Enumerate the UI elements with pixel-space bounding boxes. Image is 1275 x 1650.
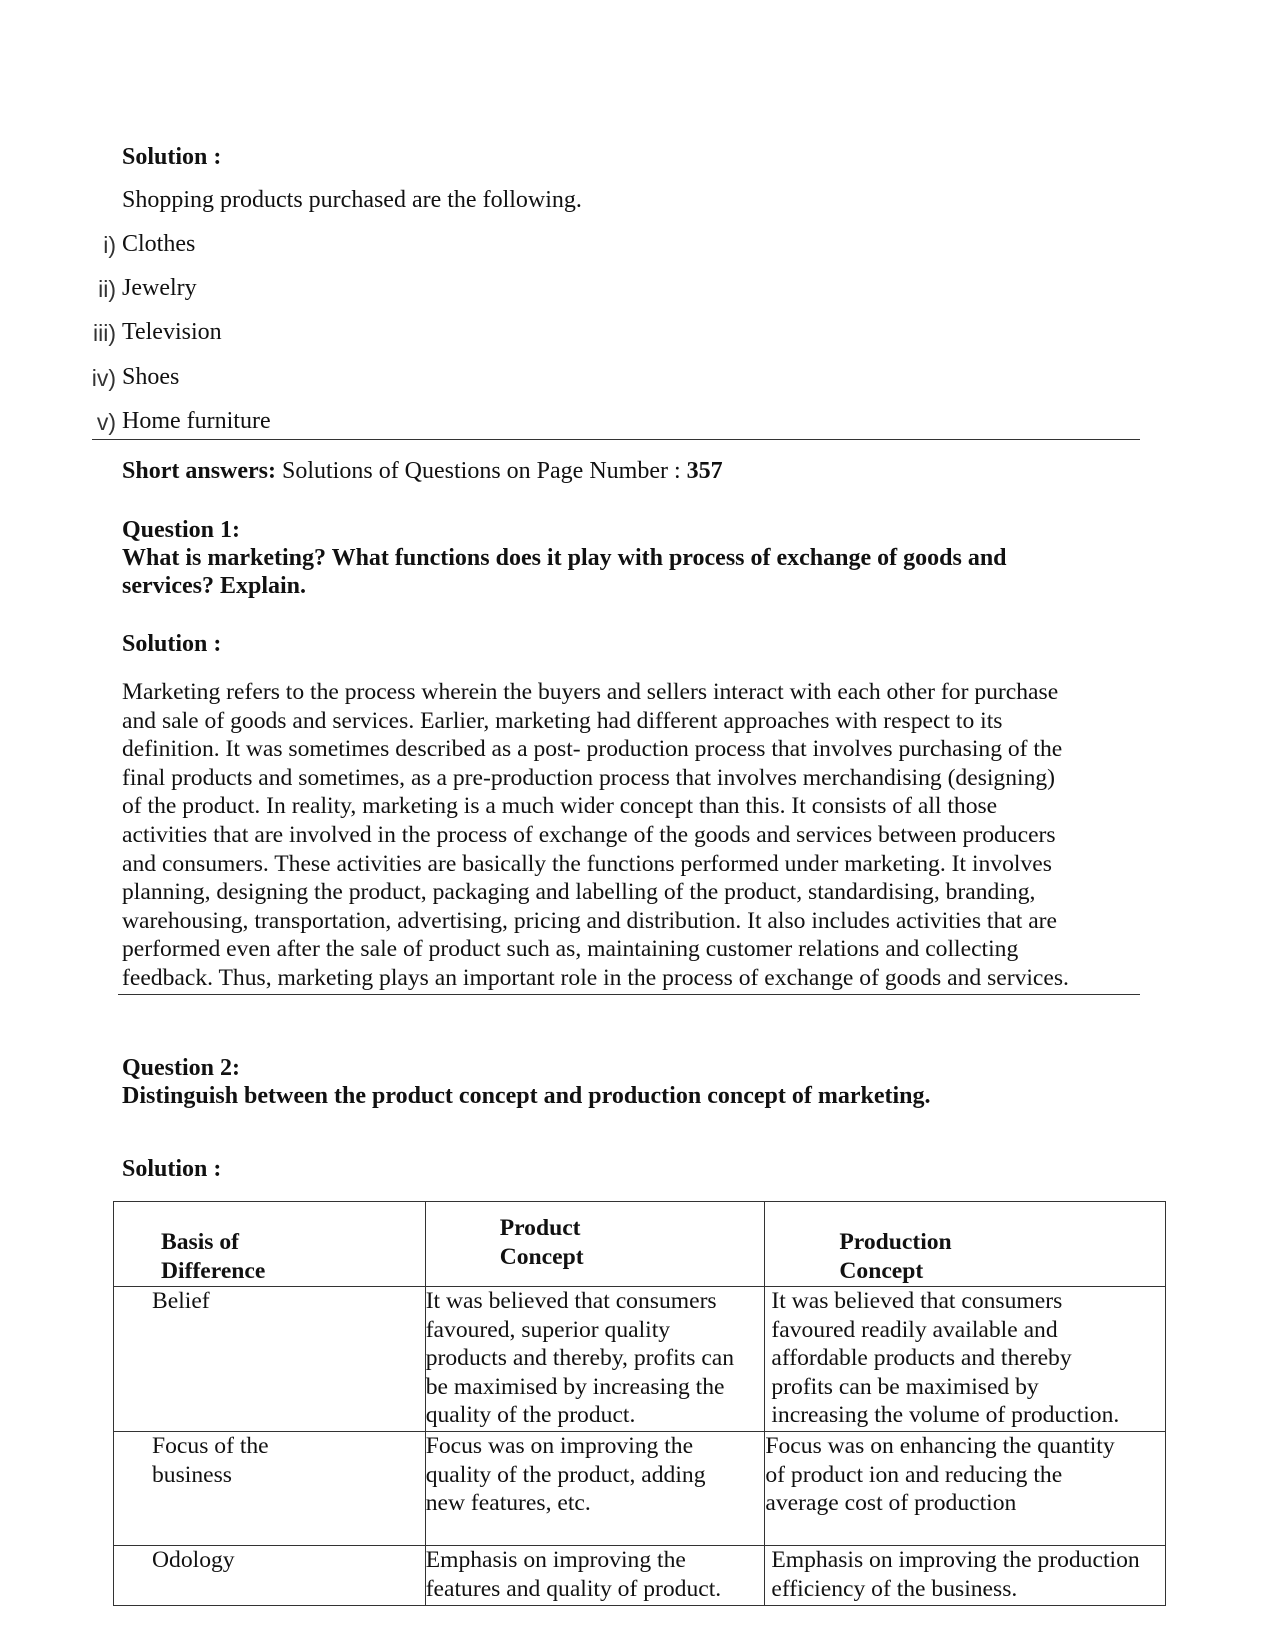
short-answers-text: Solutions of Questions on Page Number :	[276, 458, 687, 484]
answer-line: warehousing, transportation, advertising, pricing and distribution. It also includes activities that are	[122, 907, 1058, 934]
table-cell-production	[765, 1432, 1166, 1546]
list-item: Television	[122, 319, 222, 345]
cell-line: favoured readily available and	[771, 1316, 1058, 1343]
cell-line: Emphasis on improving the	[425, 1547, 686, 1573]
cell-line: business	[152, 1461, 232, 1488]
cell-line: quality of the product, adding	[425, 1461, 706, 1488]
cell-line: affordable products and thereby	[771, 1345, 1072, 1371]
answer-line: definition. It was sometimes described as a post- production process that involves purchasing of the	[122, 736, 1063, 763]
cell-line: favoured, superior quality	[425, 1316, 671, 1343]
question-2-solution-label: Solution :	[122, 1156, 222, 1182]
table-cell-production	[765, 1287, 1166, 1432]
header-text: Product	[499, 1215, 581, 1241]
cell-line: profits can be maximised by	[771, 1373, 1039, 1400]
list-item: Jewelry	[122, 275, 197, 301]
header-text: Difference	[161, 1257, 266, 1284]
list-item-number: i)	[103, 232, 116, 258]
header-text: Basis of	[161, 1229, 240, 1255]
question-1-text-line1: What is marketing? What functions does it play with process of exchange of goods and	[122, 545, 1007, 571]
cell-line: Emphasis on improving the production	[771, 1547, 1140, 1573]
question-1-solution-label: Solution :	[122, 631, 222, 657]
table-cell-basis	[114, 1546, 426, 1606]
list-item-number: iii)	[93, 320, 116, 346]
cell-line: be maximised by increasing the	[425, 1373, 725, 1400]
page-number: 357	[686, 458, 723, 484]
short-answers-heading	[122, 457, 723, 485]
cell-line: quality of the product.	[425, 1402, 636, 1428]
section-divider	[92, 439, 1140, 440]
answer-line: Marketing refers to the process wherein the buyers and sellers interact with each other for purchase	[122, 679, 1059, 705]
table-row	[114, 1287, 1166, 1432]
table-cell-product	[425, 1432, 765, 1546]
cell-line: of product ion and reducing the	[765, 1461, 1063, 1488]
list-item: Home furniture	[122, 408, 271, 434]
cell-line: Focus of the	[152, 1433, 269, 1459]
answer-line: planning, designing the product, packaging and labelling of the product, standardising, branding,	[122, 879, 1036, 906]
cell-line: average cost of production	[765, 1490, 1017, 1516]
question-1-answer	[122, 678, 1132, 993]
header-text: Concept	[499, 1243, 584, 1270]
header-product-concept	[425, 1202, 765, 1287]
cell-line: Odology	[152, 1547, 235, 1573]
cell-line: It was believed that consumers	[425, 1288, 717, 1314]
cell-line: new features, etc.	[425, 1490, 591, 1516]
section-divider	[118, 994, 1140, 995]
table-cell-product	[425, 1546, 765, 1606]
shopping-intro: Shopping products purchased are the following.	[122, 187, 582, 213]
answer-line: performed even after the sale of product such as, maintaining customer relations and collecting	[122, 936, 1019, 963]
table-header-row	[114, 1202, 1166, 1287]
cell-line: Focus was on improving the	[425, 1433, 694, 1459]
cell-line: Belief	[152, 1288, 210, 1314]
table-row	[114, 1546, 1166, 1606]
list-item-number: v)	[96, 409, 116, 435]
cell-line: Focus was on enhancing the quantity	[765, 1433, 1115, 1459]
cell-line: increasing the volume of production.	[771, 1402, 1120, 1428]
cell-line: products and thereby, profits can	[425, 1345, 735, 1371]
list-item: Shoes	[122, 364, 180, 390]
cell-line: features and quality of product.	[425, 1575, 722, 1602]
table-cell-basis	[114, 1287, 426, 1432]
table-cell-basis	[114, 1432, 426, 1546]
header-text: Concept	[839, 1257, 924, 1284]
cell-line: It was believed that consumers	[771, 1288, 1063, 1314]
header-basis	[114, 1202, 426, 1287]
table-cell-product	[425, 1287, 765, 1432]
list-item-number: iv)	[91, 365, 116, 391]
answer-line: and consumers. These activities are basically the functions performed under marketing. It involves	[122, 850, 1052, 877]
cell-line: efficiency of the business.	[771, 1575, 1018, 1602]
answer-line: final products and sometimes, as a pre-production process that involves merchandising (designing)	[122, 764, 1056, 791]
question-1-label: Question 1:	[122, 517, 241, 543]
question-2-label: Question 2:	[122, 1055, 241, 1081]
solution-label: Solution :	[122, 144, 222, 170]
answer-line: feedback. Thus, marketing plays an important role in the process of exchange of goods and services.	[122, 964, 1069, 991]
question-1-text-line2: services? Explain.	[122, 573, 306, 599]
header-text: Production	[839, 1229, 952, 1255]
table-row	[114, 1432, 1166, 1546]
list-item-number: ii)	[98, 276, 116, 302]
table-cell-production	[765, 1546, 1166, 1606]
list-item: Clothes	[122, 231, 196, 257]
question-2-text: Distinguish between the product concept and production concept of marketing.	[122, 1083, 931, 1109]
header-production-concept	[765, 1202, 1166, 1287]
answer-line: of the product. In reality, marketing is a much wider concept than this. It consists of all those	[122, 793, 998, 820]
comparison-table	[113, 1201, 1166, 1606]
answer-line: and sale of goods and services. Earlier, marketing had different approaches with respect to its	[122, 707, 1003, 734]
short-answers-label: Short answers:	[122, 458, 276, 484]
answer-line: activities that are involved in the process of exchange of the goods and services between producers	[122, 821, 1056, 848]
